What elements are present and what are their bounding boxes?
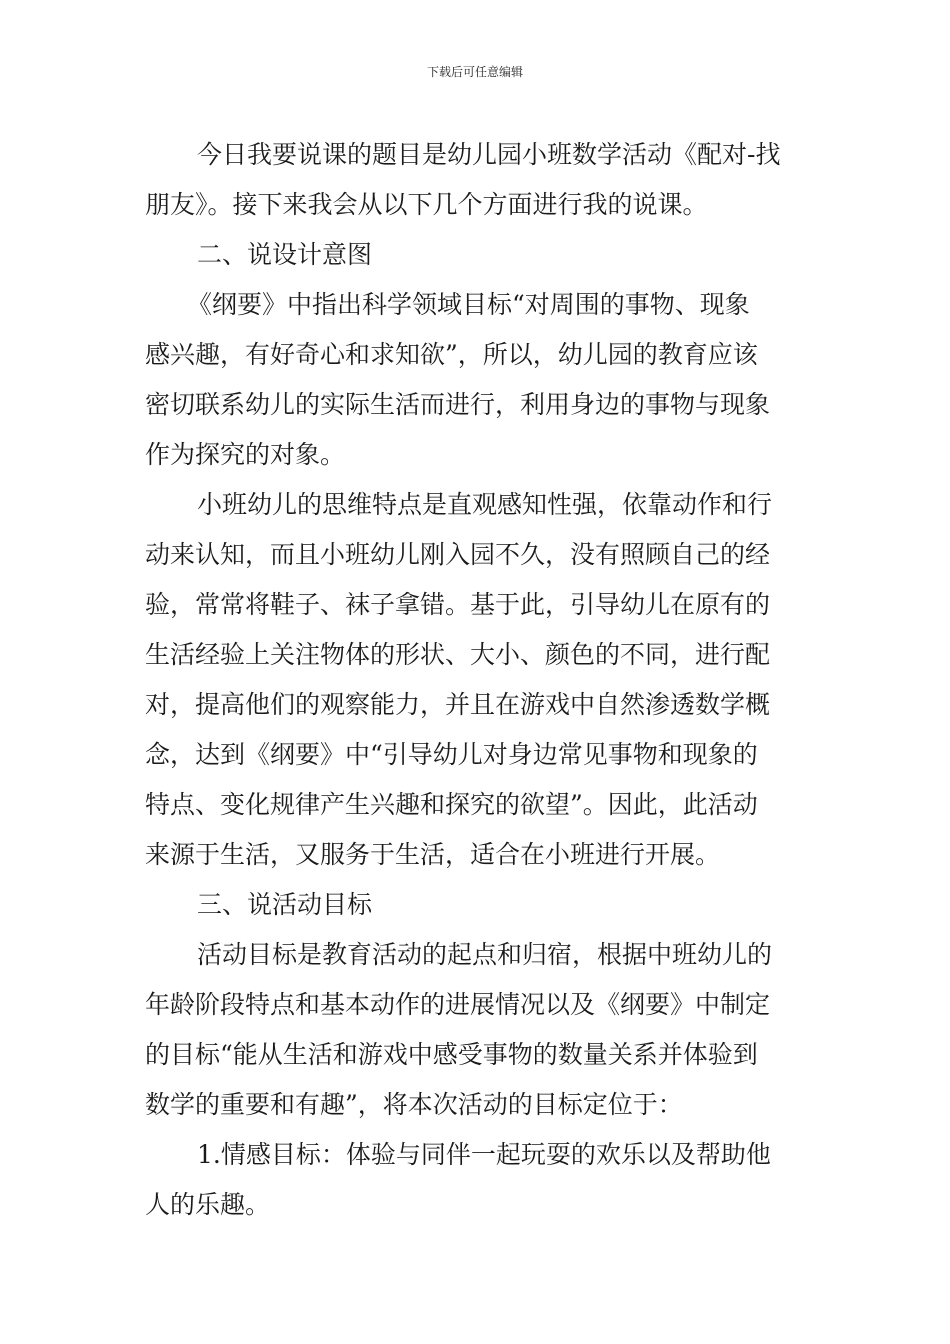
document-body [145, 130, 807, 1230]
paragraph-line: 密切联系幼儿的实际生活而进行，利用身边的事物与现象 [145, 390, 771, 419]
page-header-note: 下载后可任意编辑 [426, 65, 523, 79]
paragraph-line: 的目标“能从生活和游戏中感受事物的数量关系并体验到 [145, 1040, 758, 1069]
paragraph-line: 特点、变化规律产生兴趣和探究的欲望”。因此，此活动 [145, 790, 758, 819]
paragraph-line: 朋友》。接下来我会从以下几个方面进行我的说课。 [145, 190, 708, 219]
paragraph-line: 年龄阶段特点和基本动作的进展情况以及《纲要》中制定 [145, 990, 771, 1019]
paragraph-line: 今日我要说课的题目是幼儿园小班数学活动《配对-找 [197, 140, 781, 169]
paragraph-line: 人的乐趣。 [145, 1190, 271, 1219]
paragraph-line: 验，常常将鞋子、袜子拿错。基于此，引导幼儿在原有的 [145, 590, 771, 619]
paragraph-line: 念，达到《纲要》中“引导幼儿对身边常见事物和现象的 [145, 740, 758, 769]
paragraph-line: 小班幼儿的思维特点是直观感知性强，依靠动作和行 [197, 490, 773, 519]
paragraph-line: 动来认知，而且小班幼儿刚入园不久，没有照顾自己的经 [145, 540, 771, 569]
section-heading-design-intent: 二、说设计意图 [197, 240, 373, 269]
paragraph-line: 活动目标是教育活动的起点和归宿，根据中班幼儿的 [197, 940, 773, 969]
paragraph-line: 1.情感目标：体验与同伴一起玩耍的欢乐以及帮助他 [197, 1140, 771, 1169]
section-heading-activity-goals: 三、说活动目标 [197, 890, 373, 919]
paragraph-line: 《纲要》中指出科学领域目标“对周围的事物、现象 [187, 290, 750, 319]
paragraph-line: 生活经验上关注物体的形状、大小、颜色的不同，进行配 [145, 640, 771, 669]
paragraph-line: 作为探究的对象。 [145, 440, 346, 469]
paragraph-line: 数学的重要和有趣”，将本次活动的目标定位于： [145, 1090, 683, 1119]
paragraph-line: 感兴趣，有好奇心和求知欲”，所以，幼儿园的教育应该 [145, 340, 758, 369]
paragraph-line: 对，提高他们的观察能力，并且在游戏中自然渗透数学概 [145, 690, 771, 719]
paragraph-line: 来源于生活，又服务于生活，适合在小班进行开展。 [145, 840, 721, 869]
